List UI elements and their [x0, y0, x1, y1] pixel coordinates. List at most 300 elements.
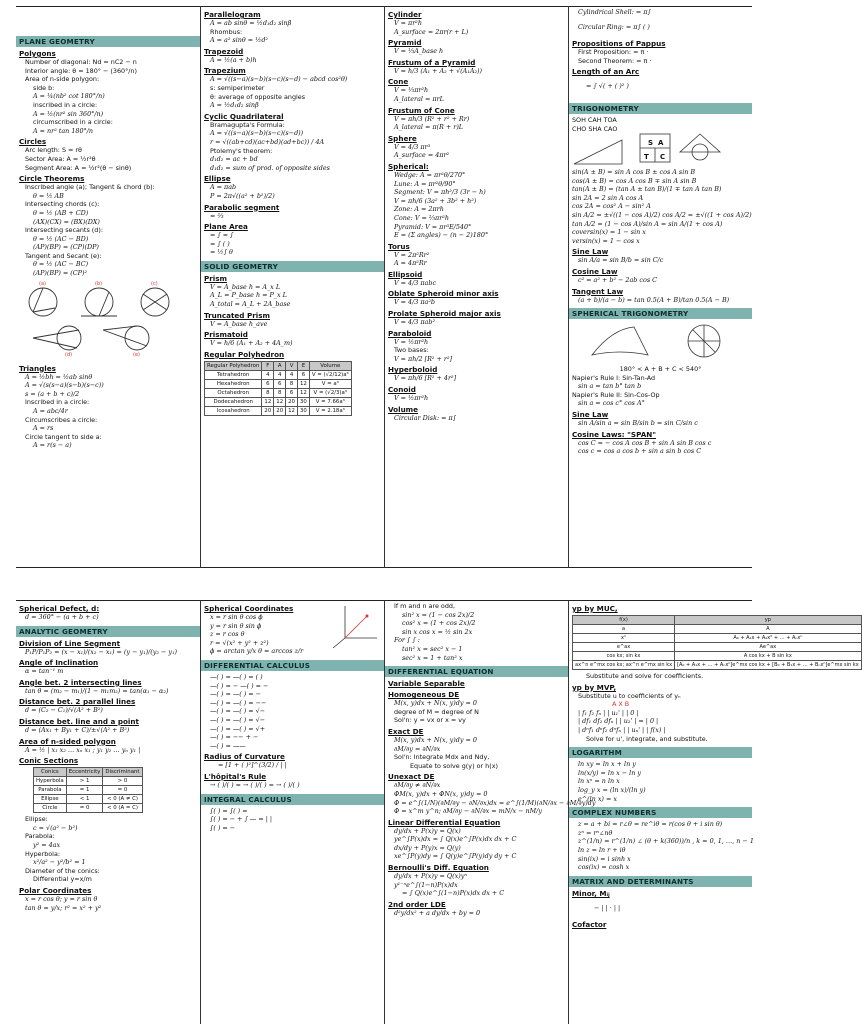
formula-line: Intersecting chords (c): [25, 200, 100, 209]
section-heading: Volume [388, 404, 419, 414]
section-heading: Circles [19, 137, 47, 147]
circle-theorem-figures [19, 280, 197, 362]
conics-table-header [34, 768, 143, 777]
section-heading: L'hôpital's Rule [204, 771, 267, 781]
formula-line: V = ⅓πr²h [394, 86, 429, 95]
formula-line: A = √((s−a)(s−b)(s−c)(s−d) − abcd cos²θ) [210, 75, 348, 84]
formula-line: z^(1/n) = r^(1/n) ∠ (θ + k(360))/n , k = 0, 1, …, n − 1 [578, 837, 754, 846]
formula-line: Number of diagonal: Nd = nC2 − n [25, 58, 137, 66]
formula-line: Cone: V = ⅔πr²h [394, 213, 449, 222]
formula-line: dx/dy + P(y)x = Q(y) [394, 843, 461, 852]
table-cell: Hexahedron [205, 379, 262, 388]
formula-line: = [1 + ( )²]^(3/2) / | | [218, 761, 287, 770]
section-heading: Truncated Prism [204, 310, 271, 320]
formula-line: Circle tangent to side a: [25, 432, 102, 441]
formula-line: —( ) = —( ) = − [210, 690, 262, 699]
formula-line: Napier's Rule I: Sin-Tan-Ad [572, 373, 656, 382]
section-band-solid-geometry: SOLID GEOMETRY [201, 261, 384, 272]
formula-line: Pyramid: V = πr³E/540° [394, 222, 472, 231]
section-heading: Cone [388, 77, 409, 87]
formula-line: A_lateral = π(R + r)L [394, 123, 464, 132]
formula-line: c² = a² + b² − 2ab cos C [578, 275, 658, 284]
formula-line: V = 4/3 πabc [394, 278, 437, 287]
formula-line: —( ) = —( ) = −− [210, 698, 267, 707]
section-heading: Pyramid [388, 38, 422, 48]
formula-line: ∫( ) = − [210, 823, 236, 832]
formula-line: V = 4/3 πa²b [394, 298, 436, 307]
section-band-complex-numbers: COMPLEX NUMBERS [569, 807, 752, 818]
section-heading: 2nd order LDE [388, 899, 446, 909]
formula-line: θ = ½ (AC − BD) [33, 234, 89, 243]
table-cell: 12 [286, 406, 298, 415]
table-cell: V = 7.66a³ [309, 397, 351, 406]
formula-line: cos c = cos a cos b + sin a sin b cos C [578, 447, 702, 456]
section-heading: Frustum of a Pyramid [388, 57, 476, 67]
table-cell: 12 [274, 397, 286, 406]
formula-line: Sector Area: A = ½r²θ [25, 154, 96, 163]
table-cell: V = 2.18a³ [309, 406, 351, 415]
formula-line: Tangent and Secant (e): [25, 251, 102, 260]
section-heading: yp by MUC, [572, 604, 618, 613]
table-row [205, 397, 352, 406]
formula-sheet-bottom [16, 600, 859, 1024]
formula-line: A = ½(a + b)h [210, 55, 257, 64]
formula-line: x = r cos θ; y = r sin θ [25, 894, 98, 903]
table-header-cell: V [286, 361, 298, 370]
table-cell: Octahedron [205, 388, 262, 397]
formula-line: sin a = cos c° cos A° [578, 399, 645, 408]
formula-line: z = a + bi = r∠θ = re^iθ = r(cos θ + i sin θ) [578, 820, 723, 829]
formula-line: Sol'n: y = vx or x = vy [394, 716, 466, 725]
spherical-triangle-diagram [572, 321, 748, 361]
section-heading: Tangent Law [572, 286, 624, 296]
section-heading: Cosine Law [572, 266, 618, 276]
table-row [34, 777, 143, 786]
formula-line: A_surface = 2πr(r + L) [394, 27, 469, 36]
formula-line: V = ½πr²h [394, 394, 429, 403]
formula-line: A X B [612, 700, 630, 709]
section-heading: Prismatoid [204, 330, 248, 340]
section-heading: Angle bet. 2 intersecting lines [19, 677, 142, 687]
table-header-cell: f(x) [573, 616, 675, 625]
table-cell: 6 [274, 379, 286, 388]
formula-line: Zone: A = 2πrh [394, 205, 444, 214]
trig-triangle-diagram [572, 132, 748, 168]
formula-line: Equate to solve g(y) or h(x) [410, 761, 498, 770]
section-heading: Parallelogram [204, 10, 261, 19]
section-heading: Cyclic Quadrilateral [204, 111, 284, 121]
table-cell: 8 [274, 388, 286, 397]
section-heading: Distance bet. line and a point [19, 716, 139, 726]
table-row [573, 643, 862, 652]
table-cell: Ellipse [34, 795, 67, 804]
conic-details-lines [19, 815, 197, 912]
formula-line: V = A_base h = A_x L [210, 282, 281, 291]
formula-line: Cylindrical Shell: = π∫ [578, 8, 651, 16]
section-heading: Regular Polyhedron [204, 349, 285, 359]
formula-line: Circular Ring: = π∫ ( ) [578, 22, 650, 31]
pappus-lines [572, 8, 749, 91]
section-heading: Conic Sections [19, 756, 79, 766]
formula-line: P₁P/P₁P₂ = (x − x₁)/(x₂ − x₁) = (y − y₁)/(y₂ − y₁) [25, 647, 178, 656]
formula-line: tan² x = sec² x − 1 [402, 644, 463, 653]
trig-mnemonic-block [572, 116, 749, 168]
section-heading: Sphere [388, 133, 417, 143]
table-header-cell: yp [675, 616, 862, 625]
formula-line: —( ) = —— [210, 741, 246, 750]
spherical-trig-lines [572, 365, 749, 456]
formula-line: A = 4π²Rr [394, 259, 427, 268]
section-heading: Prism [204, 273, 228, 283]
table-cell: < 0 (A ≠ C) [103, 795, 142, 804]
formula-line: Ellipse: [25, 815, 48, 824]
formula-line: sin 2A = 2 sin A cos A [572, 193, 644, 202]
formula-line: − | | · | | [594, 903, 621, 912]
formula-line: Substitute and solve for coefficients. [586, 672, 704, 680]
integral-calculus-lines [204, 807, 381, 833]
section-heading: Trapezium [204, 66, 246, 76]
section-heading: Trapezoid [204, 46, 244, 56]
table-cell: = 1 [66, 786, 103, 795]
circle-theorems-diagram [19, 280, 195, 358]
table-cell: 12 [297, 379, 309, 388]
section-heading: Homogeneous DE [388, 690, 460, 700]
formula-line: A = r(s − a) [33, 441, 72, 450]
formula-line: d²y/dx² + a dy/dx + by = 0 [394, 908, 481, 917]
section-heading: Sine Law [572, 410, 609, 420]
formula-line: Circular Disk: = π∫ [394, 413, 457, 422]
formula-line: P = 2π√((a² + b²)/2) [210, 191, 275, 200]
formula-line: V = ⅓A_base h [394, 47, 444, 56]
formula-line: c = √(a² − b²) [33, 823, 78, 832]
formula-line: A_L = P_base h = P_x L [210, 291, 287, 300]
formula-line: Hyperbola: [25, 849, 61, 858]
svg-text:(e): (e) [133, 351, 140, 358]
table-cell: cos kx; sin kx [573, 652, 675, 661]
section-heading: Ellipse [204, 174, 231, 184]
table-header-cell: E [297, 361, 309, 370]
spherical-coords-block [204, 604, 381, 656]
formula-line: tan(A ± B) = (tan A ± tan B)/(1 ∓ tan A tan B) [572, 185, 722, 194]
section-heading: Prolate Spheroid major axis [388, 309, 501, 319]
formula-line: d₁d₂ = ac + bd [210, 155, 258, 164]
formula-line: versin(x) = 1 − cos x [572, 236, 640, 245]
section-heading: Variable Separable [388, 679, 465, 689]
formula-line: ∫( ) = ∫( ) = [210, 806, 248, 815]
formula-line: Segment: V = πh²/3 (3r − h) [394, 188, 486, 197]
table-row [573, 652, 862, 661]
formula-line: = ½∫ θ [210, 248, 233, 257]
formula-line: Φ = e^∫(1/N)(∂M/∂y − ∂N/∂x)dx = e^∫(1/M)(∂N/∂x − ∂M/∂y)dy [394, 798, 596, 807]
table-cell: Circle [34, 804, 67, 813]
formula-line: ϕ = arctan y/x θ = arccos z/r [210, 647, 304, 656]
formula-line: A = √((s−a)(s−b)(s−c)(s−d)) [210, 129, 304, 138]
section-heading: yp by MVP, [572, 682, 617, 692]
section-heading: Cylinder [388, 10, 422, 19]
formula-line: d₁d₂ = sum of prod. of opposite sides [210, 163, 330, 172]
formula-line: | df₁ df₂ dfₙ | | u₂' | = | 0 | [578, 717, 659, 726]
section-heading: Ellipsoid [388, 269, 423, 279]
formula-line: V = πh/6 [R² + 4r²] [394, 374, 457, 383]
section-heading: Linear Differential Equation [388, 817, 501, 827]
formula-line: A = πab [210, 183, 237, 192]
formula-line: A_total = A_L + 2A_base [210, 300, 291, 309]
section-heading: Circle Theorems [19, 174, 85, 184]
section-heading: Length of an Arc [572, 67, 640, 77]
formula-line: Circumscribes a circle: [25, 415, 98, 424]
formula-line: cos C = − cos A cos B + sin A sin B cos c [578, 438, 712, 447]
table-row [34, 804, 143, 813]
plane-area-lines [204, 10, 381, 257]
section-heading: Torus [388, 241, 410, 251]
table-cell: Hyperbola [34, 777, 67, 786]
table-cell: 6 [286, 388, 298, 397]
formula-line: V = ½πr²h [394, 337, 429, 346]
formula-sheet-top [16, 6, 752, 568]
section-heading: Hyperboloid [388, 365, 438, 375]
formula-line: Interior angle: θ = 180° − (360°/n) [25, 66, 137, 75]
section-band-differential-equation: DIFFERENTIAL EQUATION [385, 666, 568, 677]
formula-line: Wedge: A = πr²θ/270° [394, 170, 466, 179]
table-cell: 8 [262, 388, 274, 397]
formula-line: Napier's Rule II: Sin-Cos-Op [572, 390, 660, 399]
formula-line: degree of M = degree of N [394, 707, 479, 716]
solids-lines [388, 10, 565, 422]
top-col-3 [384, 6, 568, 568]
bottom-col-4 [568, 600, 859, 1024]
section-heading: Sine Law [572, 247, 609, 257]
formula-line: α = tan⁻¹ m [25, 667, 64, 676]
svg-text:(b): (b) [95, 280, 103, 287]
muc-heading [572, 604, 749, 613]
formula-line: sec² x = 1 + tan² x [402, 653, 463, 662]
table-cell: 20 [262, 406, 274, 415]
top-col-4 [568, 6, 752, 568]
formula-line: Inscribed angle (a); Tangent & chord (b): [25, 183, 155, 192]
formula-line: Parabola: [25, 832, 55, 841]
section-band-spherical-trig: SPHERICAL TRIGONOMETRY [569, 308, 752, 319]
formula-line: sin(A ± B) = sin A cos B ± cos A sin B [572, 167, 696, 176]
formula-line: x = r sin θ cos ϕ [210, 613, 263, 621]
section-band-plane-geometry: PLANE GEOMETRY [16, 36, 200, 47]
formula-line: Arc length: S = rθ [25, 146, 82, 155]
formula-line: s = (a + b + c)/2 [25, 389, 80, 398]
formula-line: Intersecting secants (d): [25, 226, 103, 235]
section-band-matrix: MATRIX AND DETERMINANTS [569, 876, 752, 887]
table-cell: Dodecahedron [205, 397, 262, 406]
formula-line: A = ¼(nb² cot 180°/n) [33, 92, 105, 101]
polyhedron-table-header [205, 361, 352, 370]
table-cell: V = (√2/12)a³ [309, 370, 351, 379]
section-heading: Spherical: [388, 161, 429, 171]
bottom-col-1 [16, 600, 200, 1024]
spherical-coordinate-diagram [331, 604, 381, 650]
formula-line: A = nr² tan 180°/n [33, 126, 93, 135]
section-band-trigonometry: TRIGONOMETRY [569, 103, 752, 114]
formula-line: ∫( ) = − + ∫ — = | | [210, 815, 273, 824]
section-heading: Cosine Laws: "SPAN" [572, 429, 657, 439]
formula-line: zⁿ = rⁿ∠nθ [578, 828, 613, 837]
logarithm-lines [572, 760, 749, 803]
table-row [573, 634, 862, 643]
formula-line: sin² x = (1 − cos 2x)/2 [402, 610, 475, 619]
top-col-2 [200, 6, 384, 568]
formula-line: ln xy = ln x + ln y [578, 760, 636, 769]
plane-geometry-lines [19, 49, 197, 278]
formula-line: SOH CAH TOA [572, 115, 617, 124]
formula-line: Second Theorem: = π · [578, 56, 652, 65]
formula-line: = ∫ √( + ( )² ) [586, 82, 629, 91]
svg-text:A: A [658, 138, 664, 147]
table-cell: > 1 [66, 777, 103, 786]
section-heading: Radius of Curvature [204, 752, 285, 762]
table-cell: 12 [297, 388, 309, 397]
section-heading: Minor, Mᵢⱼ [572, 888, 610, 898]
formula-line: V = A_base h_ave [210, 319, 268, 328]
differential-calculus-lines [204, 673, 381, 790]
section-heading: Bernoulli's Diff. Equation [388, 863, 489, 873]
formula-line: sin a = tan b° tan b [578, 382, 642, 391]
formula-line: circumscribed in a circle: [33, 118, 113, 127]
formula-line: For ∫ ∫ : [394, 636, 420, 645]
formula-line: (AP)(BP) = (CP)(DP) [33, 243, 99, 252]
section-heading: Spherical Defect, d: [19, 604, 100, 613]
formula-line: sin A/sin a = sin B/sin b = sin C/sin c [578, 419, 698, 428]
section-heading: Exact DE [388, 726, 424, 736]
table-header-cell: A [274, 361, 286, 370]
table-cell: > 0 [103, 777, 142, 786]
formula-line: V = 4/3 πr³ [394, 142, 431, 151]
formula-line: r = √(x² + y² + z²) [210, 638, 269, 647]
section-heading: Polygons [19, 49, 56, 58]
table-cell: 20 [286, 397, 298, 406]
formula-line: —( ) = −− + − [210, 733, 259, 742]
table-cell: < 0 (A = C) [103, 804, 142, 813]
formula-line: cos(ix) = cosh x [578, 863, 630, 872]
table-row [205, 406, 352, 415]
formula-line: 180° < A + B + C < 540° [619, 365, 702, 374]
formula-line: CHO SHA CAO [572, 124, 618, 133]
section-heading: Triangles [19, 363, 56, 373]
formula-line: = ∫ = ∫ [210, 231, 234, 240]
formula-line: V = πh/3 (R² + r² + Rr) [394, 114, 470, 123]
formula-line: | f₁ f₂ fₙ | | u₁' | | 0 | [578, 708, 639, 717]
bottom-col-2 [200, 600, 384, 1024]
svg-text:S: S [648, 138, 654, 147]
section-heading: Paraboloid [388, 328, 432, 338]
formula-line: | dⁿf₁ dⁿf₂ dⁿfₙ | | uₙ' | | f(x) | [578, 725, 666, 734]
table-cell: 4 [274, 370, 286, 379]
formula-line: θ = ½ AB [33, 191, 64, 200]
table-cell: A [675, 625, 862, 634]
svg-text:(d): (d) [65, 351, 73, 358]
conics-table [33, 767, 143, 813]
formula-line: A = ½(nr² sin 360°/n) [33, 109, 104, 118]
table-cell: 6 [262, 379, 274, 388]
table-cell: Parabola [34, 786, 67, 795]
table-cell: Icosahedron [205, 406, 262, 415]
polyhedron-table [204, 361, 352, 416]
formula-line: —( ) = − —( ) = − [210, 681, 269, 690]
formula-line: —( ) = —( ) = √− [210, 715, 266, 724]
formula-line: y¹⁻ⁿe^∫(1−n)P(x)dx [394, 880, 458, 889]
trig-integral-lines [388, 602, 565, 662]
formula-line: θ = ½ (AC − BC) [33, 260, 89, 269]
table-cell: A cos kx + B sin kx [675, 652, 862, 661]
trig-mnemonic [572, 116, 617, 133]
formula-line: (a + b)/(a − b) = tan 0.5(A + B)/tan 0.5(A − B) [578, 295, 730, 304]
formula-line: d = 360° − (a + b + c) [25, 613, 99, 621]
svg-text:(c): (c) [151, 280, 158, 287]
table-cell: e^ax [573, 643, 675, 652]
formula-line: ∂M/∂y = ∂N/∂x [394, 744, 441, 753]
formula-line: y² = 4ax [33, 840, 61, 849]
table-cell: V = (√2/3)a³ [309, 388, 351, 397]
solid-geometry-lines [204, 274, 381, 359]
formula-line: = ⅔ [210, 211, 224, 220]
table-cell: [A₀ + A₁x + … + Aₙxⁿ]e^mx cos kx + [B₀ + B₁x + … + Bₙxⁿ]e^mx sin kx [675, 661, 862, 670]
table-header-cell: Regular Polyhedron [205, 361, 262, 370]
table-cell: 6 [297, 370, 309, 379]
formula-line: Area of n-side polygon: [25, 75, 100, 84]
formula-line: → ( )/( ) = → ( )/( ) = → ( )/( ) [210, 780, 300, 789]
section-heading: Unexact DE [388, 772, 435, 782]
formula-line: A = a² sinθ = ½d² [210, 36, 268, 45]
formula-line: V = πh/6 (3a² + 3b² + h²) [394, 196, 477, 205]
section-band-logarithm: LOGARITHM [569, 747, 752, 758]
section-heading: Plane Area [204, 222, 248, 232]
section-heading: Angle of Inclination [19, 658, 99, 668]
formula-line: sin(ix) = i sinh x [578, 854, 631, 863]
formula-line: dy/dx + P(x)y = Q(x)yⁿ [394, 872, 467, 881]
formula-line: Rhombus: [210, 27, 243, 36]
section-heading: Spherical Coordinates [204, 604, 294, 613]
formula-line: A_surface = 4πr² [394, 151, 450, 160]
formula-line: If m and n are odd, [394, 602, 455, 610]
formula-line: sin x cos x = ½ sin 2x [402, 627, 473, 636]
formula-line: A = ½bh = ½ab sinθ [25, 372, 93, 381]
formula-line: ln(x/y) = ln x − ln y [578, 768, 641, 777]
formula-line: E = (Σ angles) − (n − 2)180° [394, 231, 489, 240]
svg-text:C: C [660, 152, 666, 161]
section-heading: Parabolic segment [204, 202, 280, 212]
formula-line: V = 2π²Rr² [394, 250, 430, 259]
formula-line: ln z = ln r + iθ [578, 845, 626, 854]
formula-line: A = ½d₁d₂ sinβ [210, 101, 259, 110]
table-cell: 12 [262, 397, 274, 406]
table-row [573, 625, 862, 634]
formula-line: θ = ½ (AB + CD) [33, 208, 89, 217]
formula-line: tan θ = (m₂ − m₁)/(1 − m₁m₂) = tan(α₁ − α₂) [25, 686, 169, 695]
muc-table-body [573, 625, 862, 670]
formula-line: Segment Area: A = ½r²(θ − sinθ) [25, 163, 132, 172]
formula-line: inscribed in a circle: [33, 100, 98, 109]
table-cell: A₀ + A₁x + A₂x² + … + Aₙxⁿ [675, 634, 862, 643]
muc-table [572, 615, 862, 670]
section-band-analytic-geometry: ANALYTIC GEOMETRY [16, 626, 200, 637]
formula-line: coversin(x) = 1 − sin x [572, 228, 646, 237]
formula-line: Inscribed in a circle: [25, 398, 90, 407]
formula-line: ye^∫P(x)dx = ∫ Q(x)e^∫P(x)dx dx + C [394, 835, 517, 844]
polyhedron-table-body [205, 370, 352, 415]
formula-line: —( ) = —( ) = √− [210, 707, 266, 716]
section-heading: Area of n-sided polygon [19, 736, 116, 746]
table-cell: < 1 [66, 795, 103, 804]
formula-line: Two bases: [394, 346, 429, 355]
section-band-differential-calculus: DIFFERENTIAL CALCULUS [201, 660, 384, 671]
formula-line: ln xⁿ = n ln x [578, 777, 620, 786]
formula-line: A = √(s(s−a)(s−b)(s−c)) [25, 381, 104, 390]
